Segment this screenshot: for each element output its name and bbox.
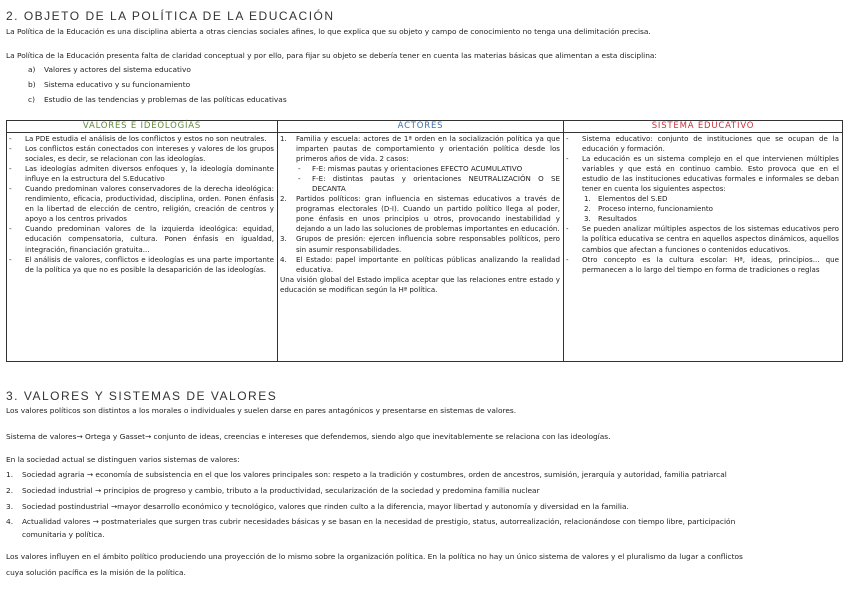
bullet-marker: - <box>566 134 569 143</box>
list-marker: 2. <box>6 486 14 495</box>
list-text: Estudio de las tendencias y problemas de las políticas educativas <box>44 95 287 104</box>
bullet-marker: - <box>566 224 569 234</box>
table-bullet <box>280 234 560 254</box>
table-bullet <box>9 224 274 254</box>
table-bullet <box>566 224 839 254</box>
bullet-text: Grupos de presión: ejercen influencia sobre responsables políticos, pero sin asumir responsabilidades. <box>296 234 560 254</box>
bullet-marker: - <box>298 164 301 174</box>
section-2-lead: La Política de la Educación presenta falta de claridad conceptual y por ello, para fijar su objeto se debería tener en cuenta las materias básicas que alimentan a esta disciplina: <box>6 51 657 60</box>
list-text: Valores y actores del sistema educativo <box>44 65 191 74</box>
table-bullet <box>280 194 560 234</box>
bullet-text: Sistema educativo: conjunto de instituciones que se ocupan de la educación y formación. <box>582 134 839 154</box>
list-marker: 4. <box>6 517 14 526</box>
list-item <box>6 486 540 496</box>
table-bullet <box>566 194 839 204</box>
bullet-text: El análisis de valores, conflictos e ideologías es una parte importante de la política ya que no es posible la desaparición de las ideologías. <box>25 254 274 274</box>
table-bullet <box>9 144 274 164</box>
list-item <box>6 517 735 527</box>
bullet-marker: 4. <box>280 254 287 264</box>
list-item <box>6 470 727 480</box>
list-text: comunitaria y política. <box>22 530 105 539</box>
bullet-text: La educación es un sistema complejo en el que intervienen múltiples variables y que está en continuo cambio. Esto provoca que en el estudio de las instituciones educativas formales e informales se deban tener en cuenta los siguientes aspectos: <box>582 154 839 194</box>
table-bullet <box>9 255 274 275</box>
bullet-text: Los conflictos están conectados con intereses y valores de los grupos sociales, es decir, se relacionan con las ideologías. <box>25 144 274 164</box>
bullet-text: El Estado: papel importante en políticas públicas analizando la realidad educativa. <box>296 254 560 274</box>
bullet-marker: - <box>9 224 12 234</box>
section-2-title: 2. OBJETO DE LA POLÍTICA DE LA EDUCACIÓN <box>6 9 335 23</box>
bullet-text: Familia y escuela: actores de 1ª orden en la socialización política ya que imparten pautas de comportamiento y orientación política desde los primeros años de vida. 2 casos: <box>296 134 560 164</box>
list-text: Sociedad postindustrial →mayor desarrollo económico y tecnológico, valores que rinden culto a la diferencia, mayor libertad y autonomía y diversidad en la familia. <box>22 502 629 511</box>
bullet-text: Las ideologías admiten diversos enfoques y, la ideología dominante influye en la estructura del S.Educativo <box>25 164 274 184</box>
bullet-text: F-E: mismas pautas y orientaciones EFECTO ACUMULATIVO <box>312 164 523 174</box>
table-bullet <box>566 134 839 154</box>
bullet-marker: 1. <box>280 134 287 143</box>
section-3-title: 3. VALORES Y SISTEMAS DE VALORES <box>6 389 278 403</box>
table-bullet <box>280 174 560 194</box>
bullet-marker: 3. <box>280 234 287 244</box>
cell-actores <box>278 133 564 362</box>
header-sistema: SISTEMA EDUCATIVO <box>564 121 843 133</box>
bullet-text: F-E: distintas pautas y orientaciones NEUTRALIZACIÓN O SE DECANTA <box>312 174 560 194</box>
header-valores: VALORES E IDEOLOGÍAS <box>7 121 278 133</box>
bullet-text: Otro concepto es la cultura escolar: Hª, ideas, principios... que permanecen a lo largo del tiempo en forma de tradiciones o reglas <box>582 254 839 274</box>
bullet-marker: 1. <box>584 194 591 204</box>
bullet-marker: - <box>566 254 569 264</box>
list-marker: b) <box>28 80 36 89</box>
bullet-text: Elementos del S.ED <box>598 194 668 204</box>
list-text: Sociedad agraria → economía de subsistencia en el que los valores principales son: respeto a la tradición y costumbres, orden de ancestros, sumisión, jerarquía y autoridad, familia patriarcal <box>22 470 727 479</box>
table-bullet <box>9 164 274 184</box>
table-bullet <box>566 154 839 194</box>
list-marker: 3. <box>6 502 14 511</box>
bullet-marker: - <box>9 164 12 174</box>
bullet-text: Cuando predominan valores de la izquierda ideológica: equidad, educación compensatoria, cultura. Ponen énfasis en igualdad, integración, financiación gratuita... <box>25 224 274 254</box>
bullet-marker: - <box>9 144 12 154</box>
bullet-marker: - <box>9 134 12 143</box>
bullet-text: Partidos políticos: gran influencia en sistemas educativos a través de programas electorales (D-I). Cuando un partido político llega al poder, pone énfasis en unos principios u otros, provocando inestabilidad y dejando a un lado las soluciones de problemas importantes en educación. <box>296 194 560 234</box>
bullet-marker: - <box>566 154 569 164</box>
bullet-marker: 3. <box>584 214 591 224</box>
bullet-text: Resultados <box>598 214 637 224</box>
section-3-p2: Sistema de valores→ Ortega y Gasset→ conjunto de ideas, creencias e intereses que defendemos, siendo algo que inevitablemente se relaciona con las ideologías. <box>6 432 611 441</box>
section-2-intro: La Política de la Educación es una disciplina abierta a otras ciencias sociales afines, lo que explica que su objeto y campo de conocimiento no tenga una delimitación precisa. <box>6 27 651 36</box>
bullet-marker: - <box>9 184 12 194</box>
table-bullet <box>566 255 839 275</box>
list-marker: 1. <box>6 470 14 479</box>
list-text: Sociedad industrial → principios de progreso y cambio, tributo a la productividad, secularización de la sociedad y predomina familia nuclear <box>22 486 540 495</box>
table-bullet <box>566 204 839 214</box>
section-3-p3: En la sociedad actual se distinguen varios sistemas de valores: <box>6 455 240 464</box>
bullet-marker: - <box>9 254 12 264</box>
list-marker: a) <box>28 65 36 74</box>
section-3-p1: Los valores políticos son distintos a los morales o individuales y suelen darse en pares antagónicos y presentarse en sistemas de valores. <box>6 406 517 415</box>
header-actores: ACTORES <box>278 121 564 133</box>
table-bullet <box>280 134 560 164</box>
bullet-marker: 2. <box>280 194 287 204</box>
list-marker: c) <box>28 95 35 104</box>
table-bullet <box>280 275 560 295</box>
list-item <box>6 530 105 540</box>
table-bullet <box>9 184 274 224</box>
section-3-p4-cont: cuya solución pacífica es la misión de la política. <box>6 568 186 577</box>
section-3-p4: Los valores influyen en el ámbito político produciendo una proyección de lo mismo sobre la organización política. En la política no hay un único sistema de valores y el pluralismo da lugar a conflictos <box>6 552 743 561</box>
bullet-marker: 2. <box>584 204 591 214</box>
bullet-text: Una visión global del Estado implica aceptar que las relaciones entre estado y educación se modifican según la Hª política. <box>280 274 560 294</box>
table-bullet <box>566 214 839 224</box>
bullet-text: Se pueden analizar múltiples aspectos de los sistemas educativos pero la política educativa se centra en aquellos aspectos dinámicos, aquellos cambios que afectan a funciones o contenidos educativos. <box>582 224 839 254</box>
bullet-text: Proceso interno, funcionamiento <box>598 204 713 214</box>
table-bullet <box>280 164 560 174</box>
list-text: Sistema educativo y su funcionamiento <box>44 80 191 89</box>
table-bullet <box>280 255 560 275</box>
list-item <box>28 65 191 75</box>
bullet-marker: - <box>298 174 301 184</box>
summary-table <box>6 120 843 362</box>
list-item <box>6 502 629 512</box>
list-text: Actualidad valores → postmateriales que surgen tras cubrir necesidades básicas y se basan en la necesidad de prestigio, status, autorrealización, relacionándose con tiempo libre, participación <box>22 517 736 526</box>
list-item <box>28 80 190 90</box>
list-item <box>28 95 287 105</box>
bullet-text: Cuando predominan valores conservadores de la derecha ideológica: rendimiento, eficacia, productividad, disciplina, orden. Ponen énfasis en la libertad de elección de centro, religión, creación de centros y apoyo a los centros privados <box>25 184 274 224</box>
cell-valores <box>7 133 278 362</box>
cell-sistema <box>564 133 843 362</box>
bullet-text: La PDE estudia el análisis de los conflictos y estos no son neutrales. <box>25 134 267 143</box>
table-bullet <box>9 134 274 144</box>
